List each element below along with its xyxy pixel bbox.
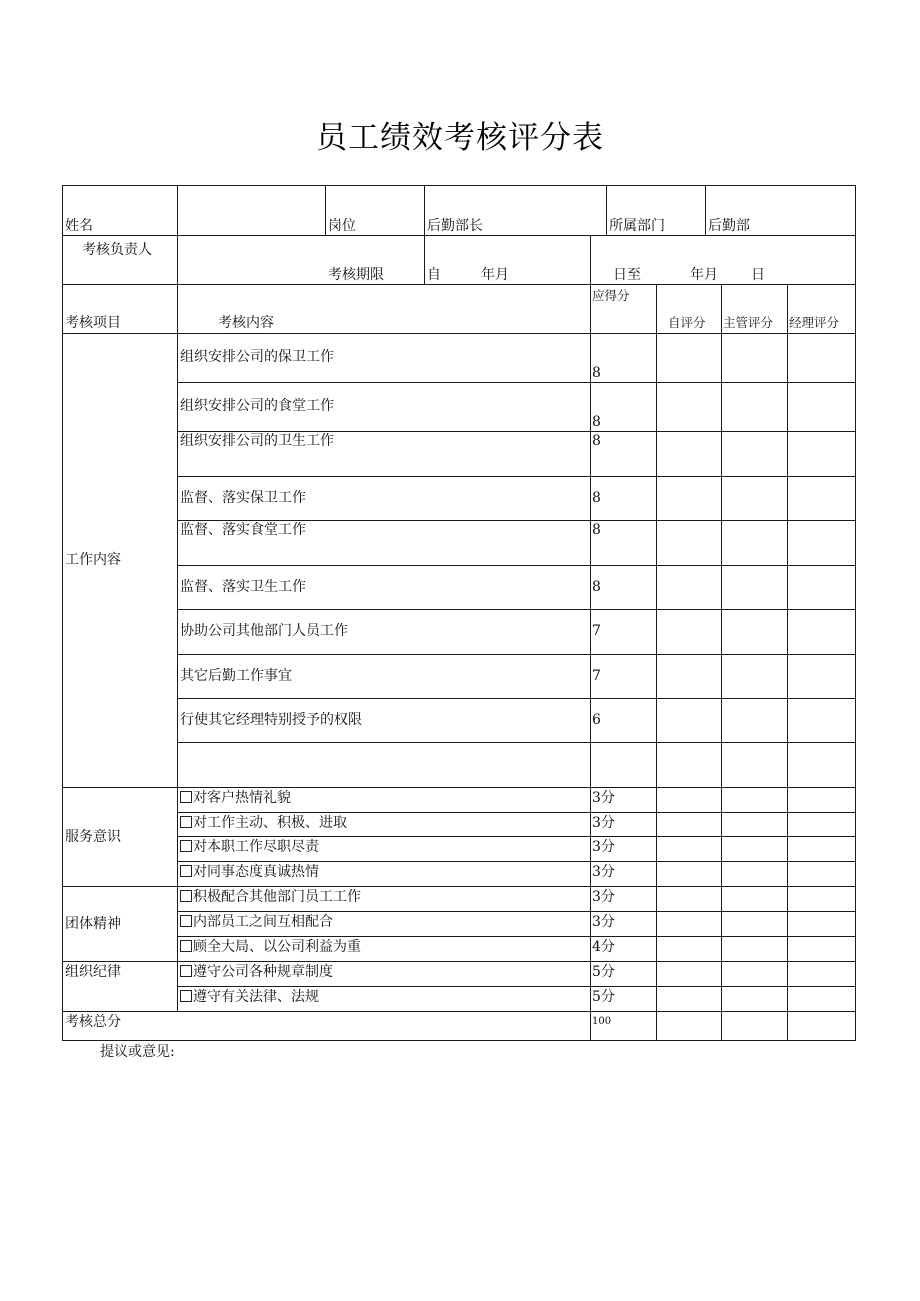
- work-score: 7: [592, 668, 601, 684]
- rule: [177, 476, 856, 477]
- rule: [590, 235, 591, 284]
- rule: [62, 1040, 856, 1041]
- checkbox-icon[interactable]: [180, 890, 192, 902]
- work-score: 8: [592, 490, 601, 506]
- service-content: [180, 839, 319, 855]
- service-score: 3分: [592, 839, 615, 855]
- section-label-service: 服务意识: [65, 829, 121, 845]
- work-score: 8: [592, 522, 601, 538]
- discipline-text: 遵守公司各种规章制度: [193, 964, 333, 980]
- work-content: 监督、落实保卫工作: [180, 490, 306, 506]
- section-label-team: 团体精神: [65, 916, 121, 932]
- team-text: 内部员工之间互相配合: [193, 914, 333, 930]
- rule: [325, 185, 326, 235]
- rule: [177, 520, 856, 521]
- rule: [62, 961, 856, 962]
- col-supervisor-header: 主管评分: [723, 315, 774, 330]
- work-content: 组织安排公司的保卫工作: [180, 349, 334, 365]
- team-content: [180, 889, 361, 905]
- rule: [62, 787, 856, 788]
- rule: [721, 284, 722, 1040]
- rule: [62, 185, 63, 1041]
- discipline-content: [180, 989, 319, 1005]
- col-content-header: 考核内容: [218, 315, 274, 331]
- rule: [62, 235, 856, 236]
- checkbox-icon[interactable]: [180, 940, 192, 952]
- post-value: 后勤部长: [427, 218, 483, 234]
- rule: [424, 185, 425, 284]
- service-text: 对同事态度真诚热情: [193, 864, 319, 880]
- rule: [177, 565, 856, 566]
- work-content: 组织安排公司的卫生工作: [180, 433, 334, 449]
- team-score: 3分: [592, 889, 615, 905]
- team-score: 4分: [592, 939, 615, 955]
- service-score: 3分: [592, 790, 615, 806]
- rule: [606, 185, 607, 235]
- rule: [177, 936, 856, 937]
- work-content: 监督、落实食堂工作: [180, 522, 306, 538]
- col-item-header: 考核项目: [65, 315, 121, 331]
- work-score: 8: [592, 365, 601, 381]
- rule: [62, 284, 856, 285]
- work-content: 行使其它经理特别授予的权限: [180, 712, 362, 728]
- section-label-work: 工作内容: [65, 552, 121, 568]
- col-score-header: 应得分: [592, 288, 630, 303]
- col-self-header: 自评分: [668, 315, 706, 330]
- checkbox-icon[interactable]: [180, 816, 192, 828]
- service-text: 对本职工作尽职尽责: [193, 839, 319, 855]
- rule: [177, 861, 856, 862]
- dept-value: 后勤部: [708, 218, 750, 234]
- owner-label: 考核负责人: [82, 242, 152, 258]
- rule: [177, 284, 178, 1011]
- discipline-score: 5分: [592, 964, 615, 980]
- work-score: 7: [592, 623, 601, 639]
- service-text: 对客户热情礼貌: [193, 790, 291, 806]
- page-title: 员工绩效考核评分表: [316, 120, 604, 156]
- rule: [62, 185, 856, 186]
- dept-label: 所属部门: [609, 218, 665, 234]
- team-text: 积极配合其他部门员工工作: [193, 889, 361, 905]
- team-content: [180, 939, 361, 955]
- checkbox-icon[interactable]: [180, 990, 192, 1002]
- rule: [177, 836, 856, 837]
- rule: [62, 333, 856, 334]
- work-content: 其它后勤工作事宜: [180, 668, 292, 684]
- work-score: 6: [592, 712, 601, 728]
- rule: [177, 812, 856, 813]
- name-label: 姓名: [65, 218, 93, 234]
- service-score: 3分: [592, 864, 615, 880]
- post-label: 岗位: [328, 218, 356, 234]
- rule: [177, 654, 856, 655]
- rule: [177, 698, 856, 699]
- period-from: 自: [427, 267, 441, 283]
- total-label: 考核总分: [65, 1014, 121, 1030]
- checkbox-icon[interactable]: [180, 915, 192, 927]
- period-to: 日至: [613, 267, 641, 283]
- checkbox-icon[interactable]: [180, 865, 192, 877]
- checkbox-icon[interactable]: [180, 791, 192, 803]
- rule: [177, 986, 856, 987]
- team-score: 3分: [592, 914, 615, 930]
- rule: [855, 185, 856, 1041]
- rule: [787, 284, 788, 1040]
- rule: [590, 284, 591, 1040]
- rule: [177, 609, 856, 610]
- team-content: [180, 914, 333, 930]
- discipline-content: [180, 964, 333, 980]
- period-day: 日: [751, 267, 765, 283]
- checkbox-icon[interactable]: [180, 965, 192, 977]
- period-year-month-2: 年月: [690, 267, 718, 283]
- service-content: [180, 815, 347, 831]
- col-manager-header: 经理评分: [789, 315, 840, 330]
- discipline-score: 5分: [592, 989, 615, 1005]
- service-text: 对工作主动、积极、进取: [193, 815, 347, 831]
- work-score: 8: [592, 433, 601, 449]
- work-score: 8: [592, 579, 601, 595]
- total-value: 100: [592, 1016, 612, 1027]
- period-label: 考核期限: [328, 267, 384, 283]
- work-score: 8: [592, 414, 601, 430]
- comment-label: 提议或意见:: [100, 1044, 175, 1060]
- rule: [705, 185, 706, 235]
- rule: [656, 284, 657, 1040]
- rule: [177, 382, 856, 383]
- work-content: 监督、落实卫生工作: [180, 579, 306, 595]
- rule: [62, 1011, 856, 1012]
- service-content: [180, 864, 319, 880]
- rule: [177, 911, 856, 912]
- rule: [177, 185, 178, 284]
- section-label-discipline: 组织纪律: [65, 964, 121, 980]
- rule: [62, 886, 856, 887]
- team-text: 顾全大局、以公司利益为重: [193, 939, 361, 955]
- work-content: 组织安排公司的食堂工作: [180, 398, 334, 414]
- period-year-month-1: 年月: [481, 267, 509, 283]
- discipline-text: 遵守有关法律、法规: [193, 989, 319, 1005]
- work-content: 协助公司其他部门人员工作: [180, 623, 348, 639]
- checkbox-icon[interactable]: [180, 840, 192, 852]
- service-content: [180, 790, 291, 806]
- service-score: 3分: [592, 815, 615, 831]
- rule: [177, 742, 856, 743]
- rule: [177, 431, 856, 432]
